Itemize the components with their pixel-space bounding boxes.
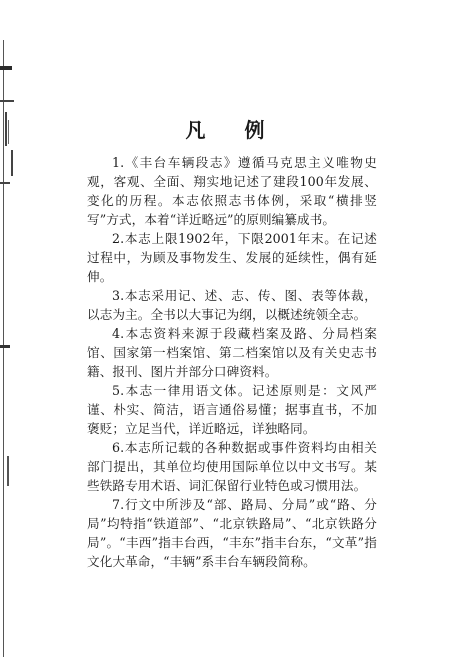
page-title: 凡 例 [185,118,281,142]
body-text [87,153,377,571]
edge-mark [0,66,12,70]
scan-binding-edge [0,0,22,657]
paragraph-7: 7.行文中所涉及“部、路局、分局”或“路、分局”均特指“铁道部”、“北京铁路局”、“北京铁路分局”。“丰西”指丰台西，“丰东”指丰台东，“文革”指文化大革命，“丰辆”系丰台车辆段简称。 [87,497,377,569]
edge-mark [11,150,13,176]
paragraph-6: 6.本志所记载的各种数据或事件资料均由相关部门提出，其单位均使用国际单位以中文书写。某些铁路专用术语、词汇保留行业特色或习惯用法。 [87,440,377,493]
paragraph-1: 1.《丰台车辆段志》遵循马克思主义唯物史观，客观、全面、翔实地记述了建段100年发展、变化的历程。本志依照志书体例，采取“横排竖写”方式，本着“详近略远”的原则编纂成书。 [87,155,377,227]
paragraph-2: 2.本志上限1902年，下限2001年末。在记述过程中，为顾及事物发生、发展的延续性，偶有延伸。 [87,231,377,284]
paragraph-4: 4.本志资料来源于段藏档案及路、分局档案馆、国家第一档案馆、第二档案馆以及有关史志书籍、报刊、图片并部分口碑资料。 [87,326,377,379]
edge-mark [0,182,10,184]
edge-mark [0,345,10,348]
paragraph-3: 3.本志采用记、述、志、传、图、表等体裁，以志为主。全书以大事记为纲，以概述统领全志。 [87,288,377,322]
edge-mark [0,100,14,102]
edge-mark [7,456,9,486]
paragraph-5: 5.本志一律用语文体。记述原则是：文风严谨、朴实、简洁，语言通俗易懂；据事直书，不加褒贬；立足当代，详近略远，详独略同。 [87,383,377,436]
